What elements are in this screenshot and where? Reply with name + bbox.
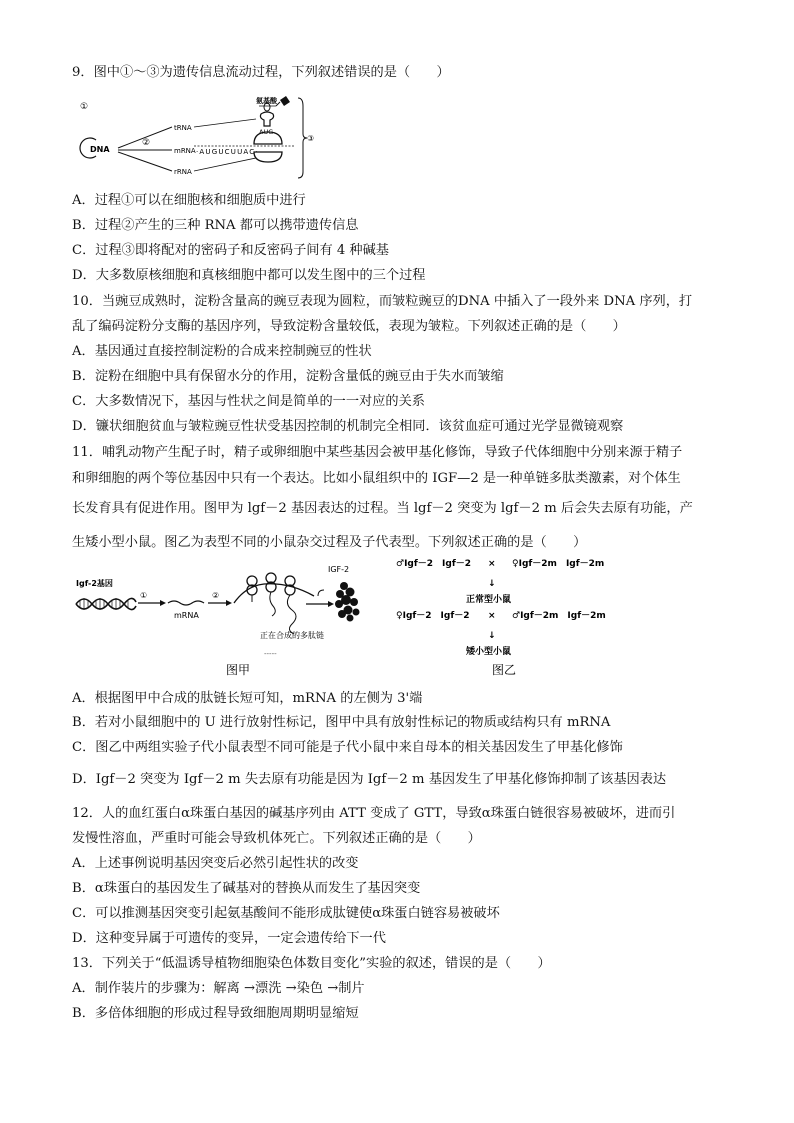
bracket xyxy=(298,98,307,178)
gene-label: Igf-2基因 xyxy=(76,579,113,588)
mrna-label: mRNA xyxy=(174,611,199,620)
q11-option-c: C．图乙中两组实验子代小鼠表型不同可能是子代小鼠中来自母本的相关基因发生了甲基化修饰 xyxy=(72,740,623,755)
cross-2-female: ♀Igf－2 Igf－2 xyxy=(396,611,470,621)
dna-label: DNA xyxy=(90,145,110,154)
q10-stem-line-1: 10．当豌豆成熟时，淀粉含量高的豌豆表现为圆粒，而皱粒豌豆的DNA 中插入了一段外来 DNA 序列，打 xyxy=(72,294,693,309)
cross-1-arrow: ↓ xyxy=(488,579,496,589)
q11-figure-a xyxy=(74,556,374,684)
step-1-label: ① xyxy=(140,591,148,600)
polysome-mrna xyxy=(234,584,314,603)
cross-1-male: ♂Igf－2 Igf－2 xyxy=(396,559,472,569)
trna-label: tRNA xyxy=(174,124,192,132)
q9-figure xyxy=(76,92,316,182)
q9-option-a: A．过程①可以在细胞核和细胞质中进行 xyxy=(72,193,306,208)
q10-option-a: A．基因通过直接控制淀粉的合成来控制豌豆的性状 xyxy=(72,344,372,359)
q12-option-b: B．α珠蛋白的基因发生了碱基对的替换从而发生了基因突变 xyxy=(72,881,421,896)
igf2-protein-icon xyxy=(335,582,360,622)
q9-option-d: D．大多数原核细胞和真核细胞中都可以发生图中的三个过程 xyxy=(72,268,426,283)
mrna-label: mRNA xyxy=(174,147,196,155)
q9-stem: 9．图中①～③为遗传信息流动过程，下列叙述错误的是（ ） xyxy=(72,65,450,80)
amino-acid-label: 氨基酸 xyxy=(256,97,277,105)
q13-option-a: A．制作装片的步骤为：解离 →漂洗 →染色 →制片 xyxy=(72,981,365,996)
rrna-label: rRNA xyxy=(174,168,192,176)
q12-stem-line-2: 发慢性溶血，严重时可能会导致机体死亡。下列叙述正确的是（ ） xyxy=(72,831,481,846)
q11-option-a: A．根据图甲中合成的肽链长短可知，mRNA 的左侧为 3'端 xyxy=(72,691,423,706)
q10-option-d: D．镰状细胞贫血与皱粒豌豆性状受基因控制的机制完全相同．该贫血症可通过光学显微镜观察 xyxy=(72,419,624,434)
q13-option-b: B．多倍体细胞的形成过程导致细胞周期明显缩短 xyxy=(72,1006,359,1021)
q11-option-b: B．若对小鼠细胞中的 U 进行放射性标记，图甲中具有放射性标记的物质或结构只有 mRNA xyxy=(72,715,611,730)
q12-option-d: D．这种变异属于可遗传的变异，一定会遗传给下一代 xyxy=(72,931,386,946)
mrna-strand-icon xyxy=(168,601,204,605)
aug-label: AUG xyxy=(259,128,274,136)
process-3-label: ③ xyxy=(307,134,315,143)
q13-stem: 13．下列关于“低温诱导植物细胞染色体数目变化”实验的叙述，错误的是（ ） xyxy=(72,956,551,971)
amino-acid-icon xyxy=(280,96,290,106)
q12-option-a: A．上述事例说明基因突变后必然引起性状的改变 xyxy=(72,856,359,871)
cross-2-arrow: ↓ xyxy=(488,631,496,641)
process-2-label: ② xyxy=(142,138,151,148)
polypeptide-chains xyxy=(252,592,296,634)
mrna-sequence: ·AUGUCUUAC· xyxy=(196,148,259,156)
dash-mark: ----- xyxy=(264,650,277,658)
step-2-label: ② xyxy=(212,591,220,600)
q12-option-c: C．可以推测基因突变引起氨基酸间不能形成肽键使α珠蛋白链容易被破坏 xyxy=(72,906,500,921)
q11-stem-line-3: 长发育具有促进作用。图甲为 lgf－2 基因表达的过程。当 lgf－2 突变为 lgf－2 m 后会失去原有功能，产 xyxy=(72,501,693,516)
cross-1-symbol: × xyxy=(488,559,496,569)
figure-b-caption: 图乙 xyxy=(492,663,517,677)
figure-a-caption: 图甲 xyxy=(226,663,251,677)
q11-stem-line-1: 11．哺乳动物产生配子时，精子或卵细胞中某些基因会被甲基化修饰，导致子代体细胞中分别来源于精子 xyxy=(72,445,683,460)
q10-stem-line-2: 乱了编码淀粉分支酶的基因序列，导致淀粉含量较低，表现为皱粒。下列叙述正确的是（ ） xyxy=(72,319,626,334)
q11-stem-line-2: 和卵细胞的两个等位基因中只有一个表达。比如小鼠组织中的 IGF—2 是一种单链多肽类激素，对个体生 xyxy=(72,471,681,486)
q9-option-b: B．过程②产生的三种 RNA 都可以携带遗传信息 xyxy=(72,218,359,233)
cross-1-female: ♀Igf－2m Igf－2m xyxy=(512,559,605,569)
process-1-label: ① xyxy=(80,102,89,112)
result-normal: 正常型小鼠 xyxy=(466,595,512,605)
result-dwarf: 矮小型小鼠 xyxy=(466,647,512,657)
chains-label: 正在合成的多肽链 xyxy=(260,631,324,640)
q10-option-b: B．淀粉在细胞中具有保留水分的作用，淀粉含量低的豌豆由于失水而皱缩 xyxy=(72,369,504,384)
trna-icon xyxy=(260,112,273,126)
q9-option-c: C．过程③即将配对的密码子和反密码子间有 4 种碱基 xyxy=(72,243,389,258)
igf2-label: IGF-2 xyxy=(328,565,350,574)
q11-stem-line-4: 生矮小型小鼠。图乙为表型不同的小鼠杂交过程及子代表型。下列叙述正确的是（ ） xyxy=(72,535,587,550)
q11-figure-b xyxy=(396,556,636,684)
cross-2-symbol: × xyxy=(488,611,496,621)
q11-option-d: D．Igf－2 突变为 Igf－2 m 失去原有功能是因为 Igf－2 m 基因发生了甲基化修饰抑制了该基因表达 xyxy=(72,772,667,787)
cross-2-male: ♂Igf－2m Igf－2m xyxy=(512,611,606,621)
q10-option-c: C．大多数情况下，基因与性状之间是简单的一一对应的关系 xyxy=(72,394,425,409)
q12-stem-line-1: 12．人的血红蛋白α珠蛋白基因的碱基序列由 ATT 变成了 GTT，导致α珠蛋白链很容易被破坏，进而引 xyxy=(72,806,676,821)
